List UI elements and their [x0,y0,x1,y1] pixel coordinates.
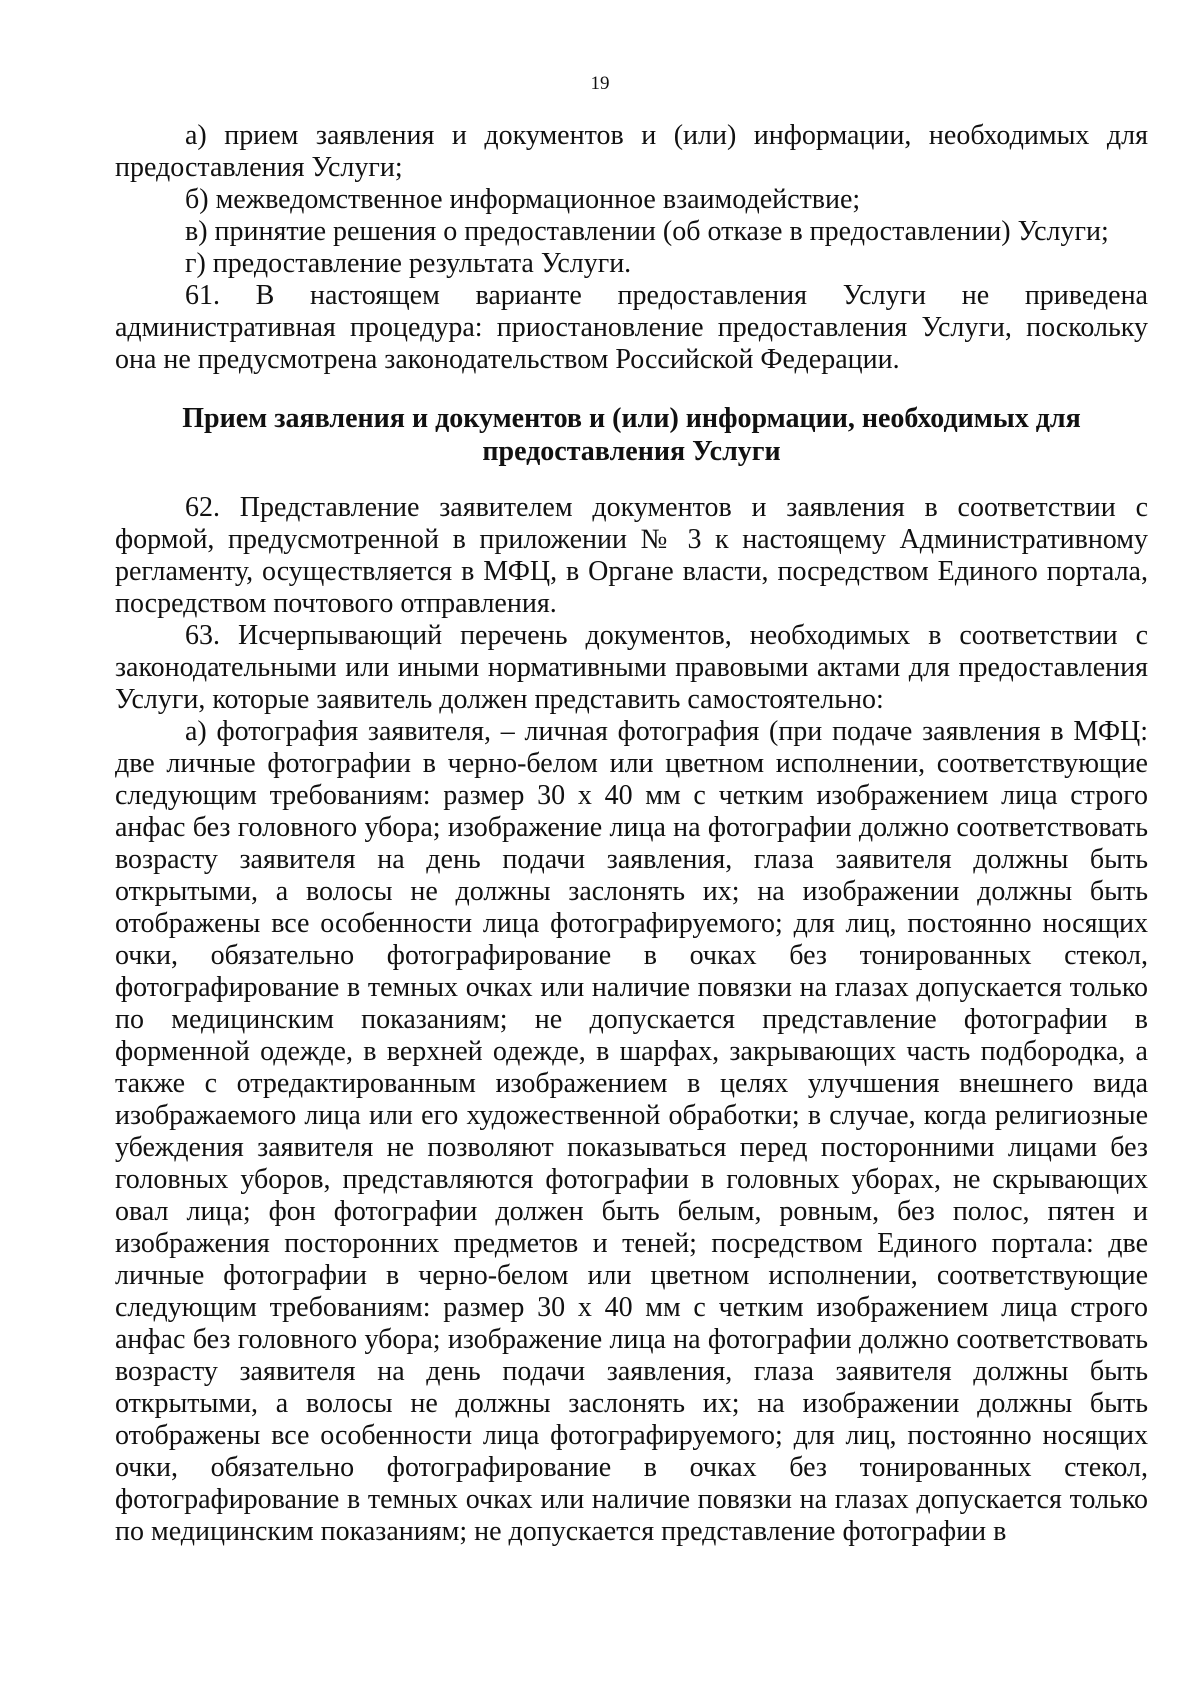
paragraph-63-a: а) фотография заявителя, – личная фотография (при подаче заявления в МФЦ: две личные фотографии в черно-белом или цветном исполнении, соответствующие следующим требованиям: размер 30 х 40 мм с четким изображением лица строго анфас без головного убора; изображение лица на фотографии должно соответствовать возрасту заявителя на день подачи заявления, глаза заявителя должны быть открытыми, а волосы не должны заслонять их; на изображении должны быть отображены все особенности лица фотографируемого; для лиц, постоянно носящих очки, обязательно фотографирование в очках без тонированных стекол, фотографирование в темных очках или наличие повязки на глазах допускается только по медицинским показаниям; не допускается представление фотографии в форменной одежде, в верхней одежде, в шарфах, закрывающих часть подбородка, а также с отредактированным изображением в целях улучшения внешнего вида изображаемого лица или его художественной обработки; в случае, когда религиозные убеждения заявителя не позволяют показываться перед посторонними лицами без головных уборов, представляются фотографии в головных уборах, не скрывающих овал лица; фон фотографии должен быть белым, ровным, без полос, пятен и изображения посторонних предметов и теней; посредством Единого портала: две личные фотографии в черно-белом или цветном исполнении, соответствующие следующим требованиям: размер 30 х 40 мм с четким изображением лица строго анфас без головного убора; изображение лица на фотографии должно соответствовать возрасту заявителя на день подачи заявления, глаза заявителя должны быть открытыми, а волосы не должны заслонять их; на изображении должны быть отображены все особенности лица фотографируемого; для лиц, постоянно носящих очки, обязательно фотографирование в очках без тонированных стекол, фотографирование в темных очках или наличие повязки на глазах допускается только по медицинским показаниям; не допускается представление фотографии в [115,716,1148,1547]
paragraph-63: 63. Исчерпывающий перечень документов, необходимых в соответствии с законодательными или иными нормативными правовыми актами для предоставления Услуги, которые заявитель должен представить самостоятельно: [115,620,1148,715]
list-item-d: г) предоставление результата Услуги. [185,248,632,279]
page-content [115,120,1148,1548]
list-item-c: в) принятие решения о предоставлении (об отказе в предоставлении) Услуги; [185,216,1109,247]
paragraph-62: 62. Представление заявителем документов и заявления в соответствии с формой, предусмотренной в приложении № 3 к настоящему Административному регламенту, осуществляется в МФЦ, в Органе власти, посредством Единого портала, посредством почтового отправления. [115,492,1148,619]
page-number: 19 [590,73,610,94]
list-item-b: б) межведомственное информационное взаимодействие; [185,184,861,215]
section-heading: Прием заявления и документов и (или) информации, необходимых для предоставления Услуги [182,403,1081,467]
list-item-a: а) прием заявления и документов и (или) информации, необходимых для предоставления Услуги; [115,120,1148,183]
paragraph-61: 61. В настоящем варианте предоставления Услуги не приведена административная процедура: приостановление предоставления Услуги, поскольку она не предусмотрена законодательством Российской Федерации. [115,280,1148,375]
